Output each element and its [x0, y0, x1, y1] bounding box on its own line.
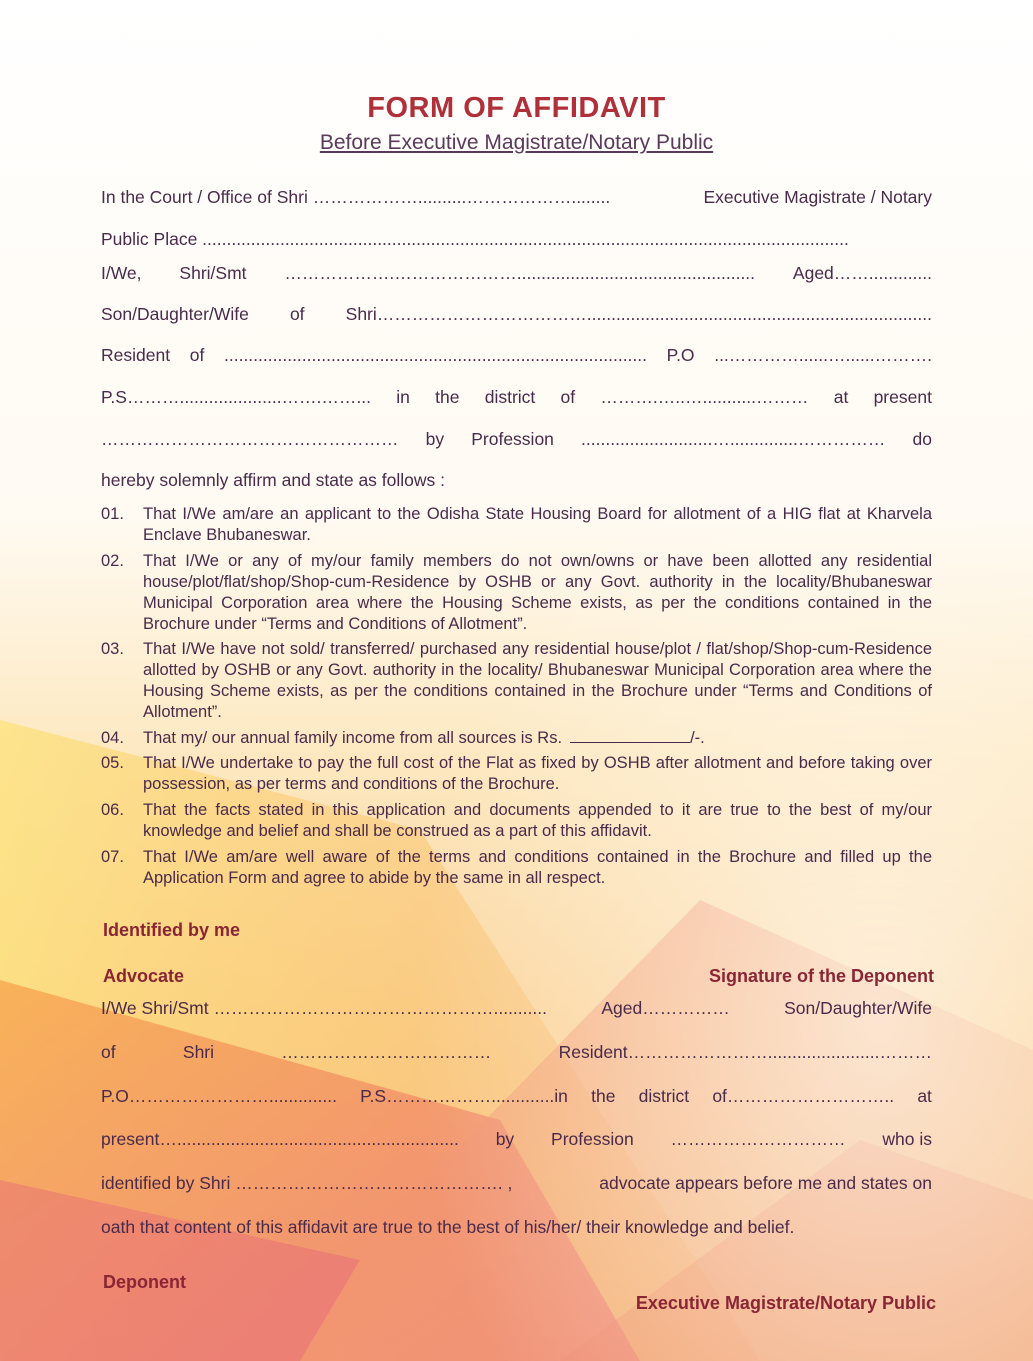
public-place-line: Public Place .....................................................................................................................................: [101, 229, 849, 249]
clause-01: 01. That I/We am/are an applicant to the Odisha State Housing Board for allotment of a HIG flat at Kharvela Enclave Bhubaneswar.: [101, 505, 932, 544]
clause-04-text: That my/ our annual family income from all sources is Rs.: [143, 729, 563, 747]
income-blank[interactable]: [570, 728, 690, 743]
executive-magistrate-label: Executive Magistrate/Notary Public: [635, 1293, 936, 1313]
deponent-label: Deponent: [103, 1272, 186, 1292]
affirm-line: hereby solemnly affirm and state as follows :: [101, 470, 446, 490]
name-line: I/We, Shri/Smt ……………….…………………................................................. Aged…….............: [101, 263, 932, 283]
profession-line: …………………………………………… by Profession ...........................…..............…………… do: [101, 429, 932, 449]
court-line: In the Court / Office of Shri ………………..........………………........ Executive Magistrate / Notary: [101, 187, 932, 207]
clause-06: 06. That the facts stated in this application and documents appended to it are true to the best of my/our knowledge and belief and shall be construed as a part of this affidavit.: [101, 801, 932, 840]
deponent-profession-line: present….......................................................... by Profession ………………………… who is: [101, 1129, 932, 1149]
clause-04: 04. That my/ our annual family income from all sources is Rs. /-.: [101, 729, 705, 747]
clause-07: 07. That I/We am/are well aware of the terms and conditions contained in the Brochure and filled up the Application Form and agree to abide by the same in all respect.: [101, 848, 932, 887]
deponent-name-line: I/We Shri/Smt …………………………………………........... Aged…………… Son/Daughter/Wife: [101, 998, 932, 1018]
ps-line: P.S……….....................…….……... in the district of ……….…..…...........……… at present: [101, 387, 932, 407]
clause-02: 02. That I/We or any of my/our family members do not own/owns or have been allotted any residential house/plot/flat/shop/Shop-cum-Residence by OSHB or any Govt. authority in the locality/Bhubaneswar Municipal Corporation area where the Housing Scheme exists, as per the conditions contained in the Brochure under “Terms and Conditions of Allotment”.: [101, 552, 932, 633]
clause-05: 05. That I/We undertake to pay the full cost of the Flat as fixed by OSHB after allotment and before taking over possession, as per terms and conditions of the Brochure.: [101, 754, 932, 793]
resident-line: Resident of ....................................................................................... P.O ...…………......…......……….: [101, 345, 932, 365]
relation-line: Son/Daughter/Wife of Shri……………………………….......................................................................: [101, 304, 932, 324]
signature-deponent-label: Signature of the Deponent: [709, 966, 934, 986]
clause-04-suffix: /-.: [690, 729, 705, 747]
deponent-relation-line: of Shri ……………………………… Resident…………………….......................………: [101, 1042, 932, 1062]
deponent-po-line: P.O…………………….............. P.S……………….............in the district of……………………….. at: [101, 1086, 932, 1106]
advocate-label: Advocate: [103, 966, 185, 986]
page-title: FORM OF AFFIDAVIT: [367, 92, 666, 124]
identified-by-label: Identified by me: [103, 920, 241, 940]
clause-03: 03. That I/We have not sold/ transferred/ purchased any residential house/plot / flat/shop/Shop-cum-Residence allotted by OSHB or any Govt. authority in the locality/ Bhubaneswar Municipal Corporation area where the Housing Scheme exists, as per the conditions contained in the Brochure under “Terms and Conditions of Allotment”.: [101, 640, 932, 721]
identified-shri-line: identified by Shri ………………………………………. , advocate appears before me and states on: [101, 1173, 932, 1193]
page-subtitle: Before Executive Magistrate/Notary Public: [319, 131, 714, 154]
oath-line: oath that content of this affidavit are true to the best of his/her/ their knowledge and belief.: [101, 1217, 795, 1237]
